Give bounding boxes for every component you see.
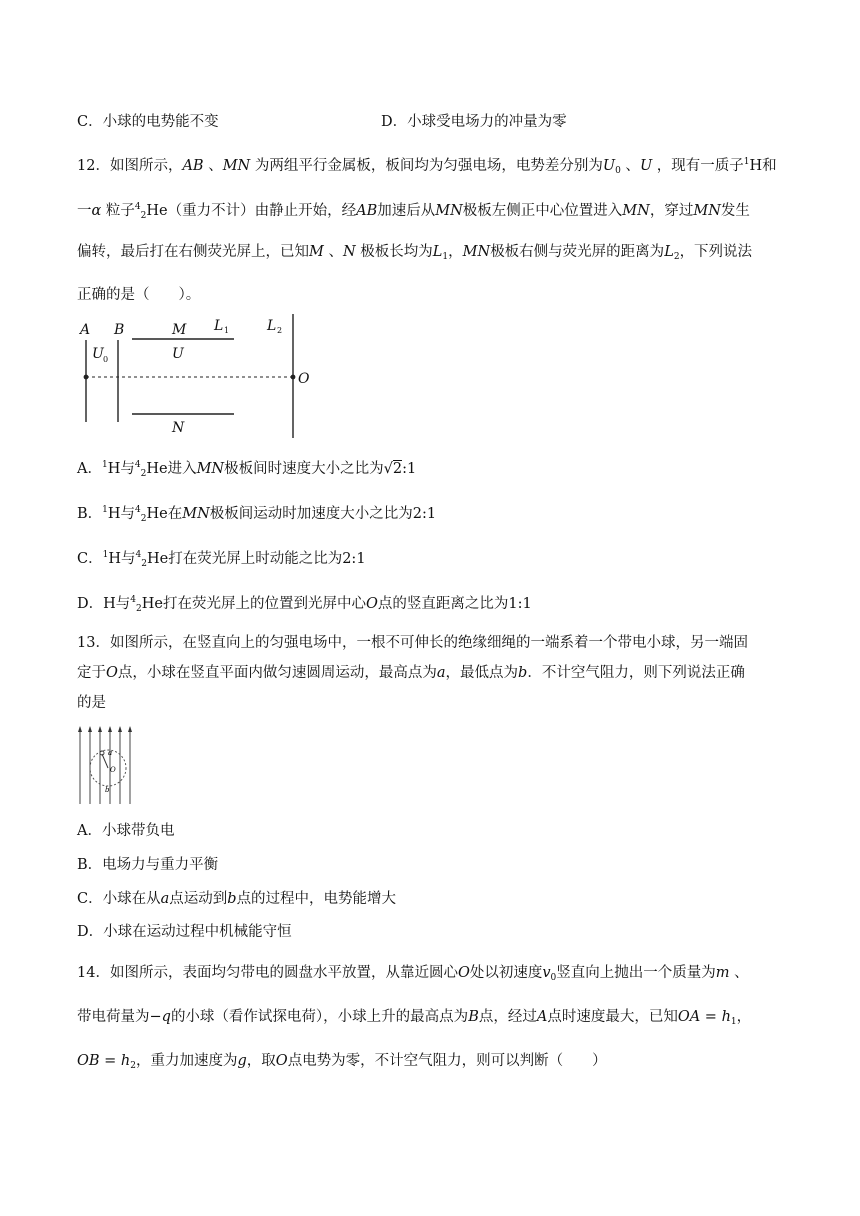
q13-option-c: C．小球在从a点运动到b点的过程中，电势能增大	[77, 891, 397, 907]
q13-line-2: 定于O点，小球在竖直平面内做匀速圆周运动，最高点为a，最低点为b．不计空气阻力，则下列说法正确	[77, 665, 745, 681]
label-u: U	[172, 346, 184, 362]
screen-center-point	[291, 375, 296, 380]
q14-line-3: OB = $h_2$，重力加速度为g，取O点电势为零，不计空气阻力，则可以判断（ ）	[77, 1053, 607, 1071]
label-o: O	[298, 371, 310, 387]
svg-text:0: 0	[103, 355, 109, 364]
q13-line-3: 的是	[77, 695, 106, 711]
option-d-previous: D．小球受电场力的冲量为零	[381, 114, 567, 130]
entry-point	[84, 375, 89, 380]
label-b: B	[114, 322, 125, 338]
q14-line-1: 14．如图所示，表面均匀带电的圆盘水平放置，从靠近圆心O处以初速度$v_0$竖直向上抛出一个质量为m 、	[77, 965, 749, 983]
label-b: b	[105, 786, 110, 794]
label-m: M	[172, 322, 187, 338]
label-l1: L	[214, 318, 224, 334]
q12-option-d: D．H与$^4_2$He打在荧光屏上的位置到光屏中心O点的竖直距离之比为1:1	[77, 595, 532, 614]
svg-text:1: 1	[224, 326, 230, 335]
label-a: A	[80, 322, 91, 338]
q12-line-2: 一α 粒子$^4_2$He（重力不计）由静止开始，经AB加速后从MN极板左侧正中心位置进入MN，穿过MN发生	[77, 202, 750, 221]
q12-plates-diagram	[76, 312, 326, 442]
q13-line-1: 13．如图所示，在竖直向上的匀强电场中，一根不可伸长的绝缘细绳的一端系着一个带电小球，另一端固	[77, 635, 748, 651]
svg-text:2: 2	[277, 326, 283, 335]
q13-field-diagram	[78, 724, 138, 806]
q12-option-a: A．$^1$H与$^4_2$He进入MN极板间时速度大小之比为√2:1	[77, 460, 417, 479]
label-o: O	[110, 766, 116, 774]
label-l2: L	[267, 318, 277, 334]
q12-option-b: B．$^1$H与$^4_2$He在MN极板间运动时加速度大小之比为2:1	[77, 505, 437, 524]
q12-line-3: 偏转，最后打在右侧荧光屏上，已知M 、N 极板长均为$L_1$，MN极板右侧与荧光屏的距离为$L_2$，下列说法	[77, 244, 753, 262]
q12-line-4: 正确的是（ ）。	[77, 287, 201, 303]
q13-option-b: B．电场力与重力平衡	[77, 857, 219, 873]
q12-option-c: C．$^1$H与$^4_2$He打在荧光屏上时动能之比为2:1	[77, 550, 366, 569]
label-a: a	[108, 749, 113, 757]
sqrt-symbol: √	[383, 461, 393, 477]
q13-option-d: D．小球在运动过程中机械能守恒	[77, 924, 292, 940]
q14-line-2: 带电荷量为−q的小球（看作试探电荷），小球上升的最高点为B点，经过A点时速度最大，已知OA = $h_1$，	[77, 1009, 752, 1027]
label-u0: U	[92, 346, 104, 362]
option-c-previous: C．小球的电势能不变	[77, 114, 219, 130]
label-n: N	[172, 420, 185, 436]
q13-option-a: A．小球带负电	[77, 823, 175, 839]
q12-line-1: 12．如图所示，AB 、MN 为两组平行金属板，板间均为匀强电场，电势差分别为$U_0$ 、U ，现有一质子$^1$H和	[77, 157, 777, 176]
